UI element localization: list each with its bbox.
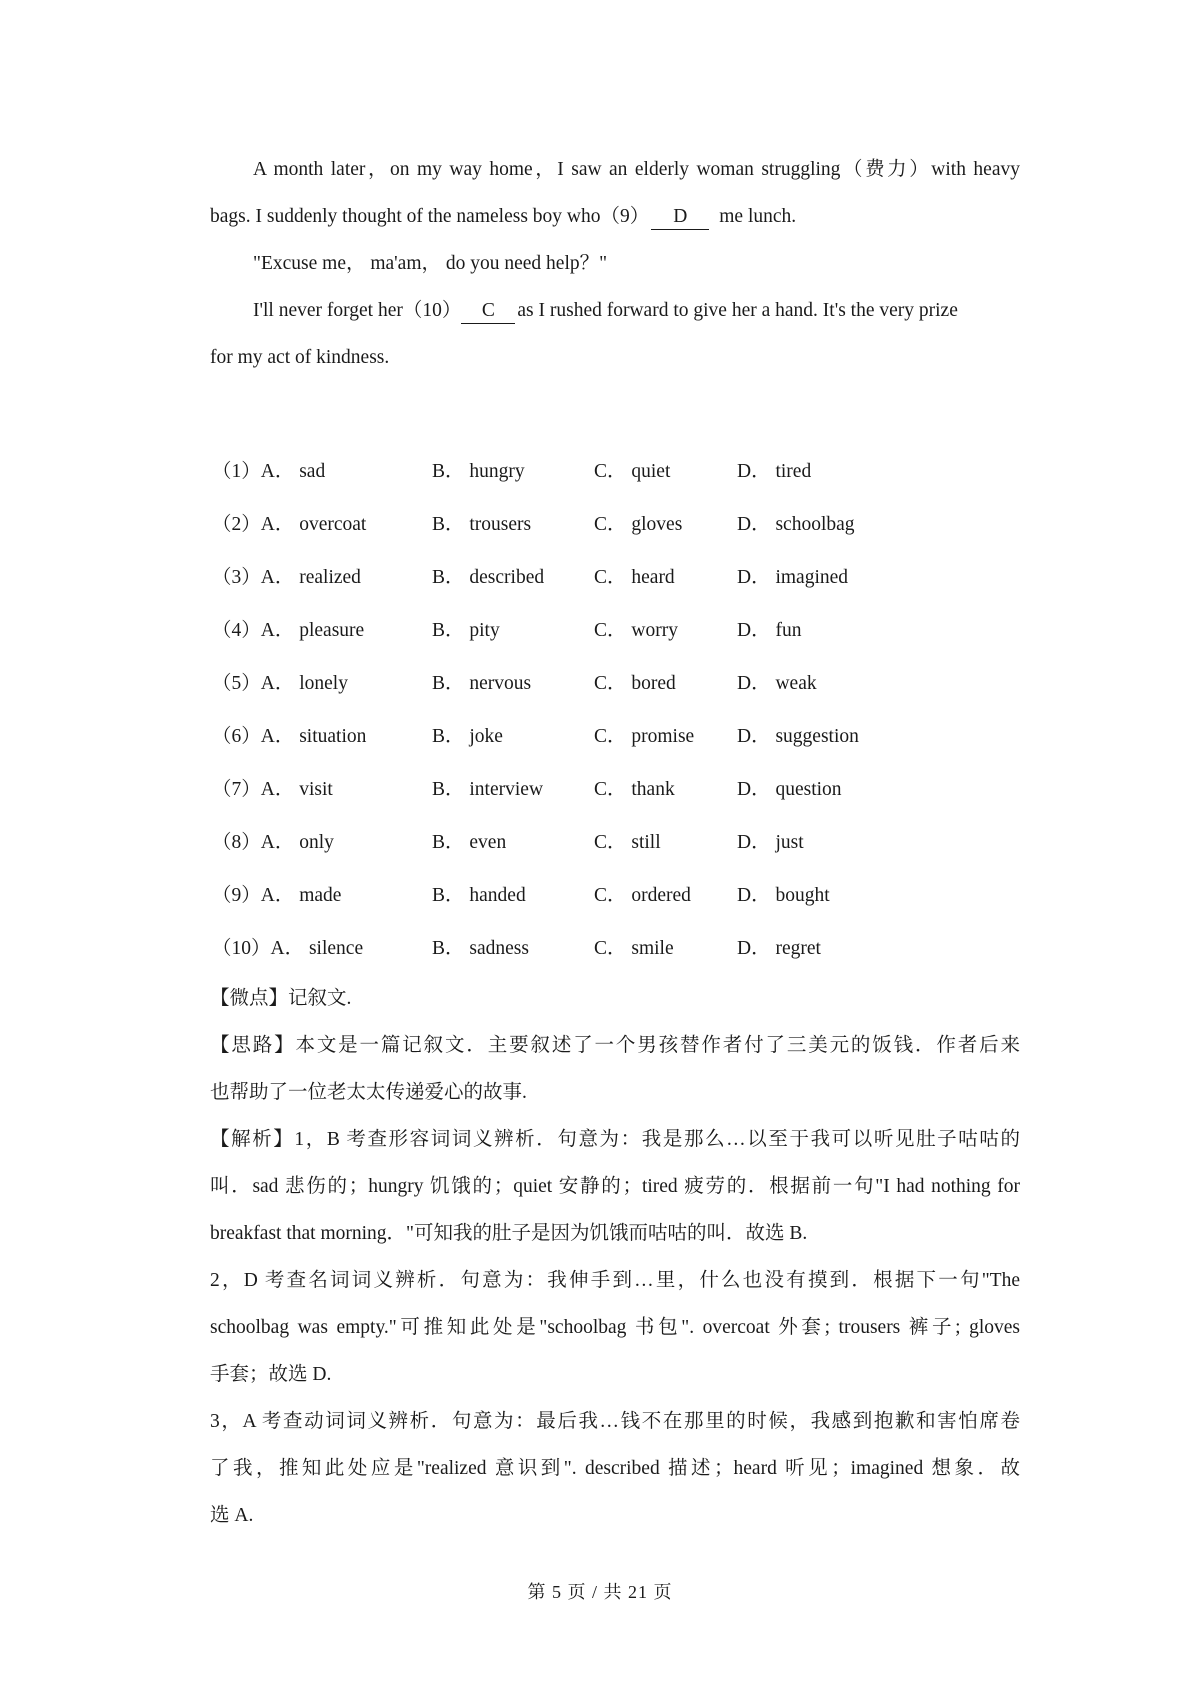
passage-line: "Excuse me， ma'am， do you need help？": [253, 253, 608, 274]
option-c: C． bored: [594, 673, 676, 694]
option-a: （3）A． realized: [212, 567, 361, 588]
passage-text: bags. I suddenly thought of the nameless boy who（9）: [210, 206, 650, 227]
option-c: C． quiet: [594, 461, 671, 482]
jiexi-line: breakfast that morning．"可知我的肚子是因为饥饿而咕咕的叫．故选 B.: [210, 1223, 808, 1244]
option-c: C． smile: [594, 938, 674, 959]
option-b: B． interview: [432, 779, 544, 800]
passage-line: for my act of kindness.: [210, 347, 390, 368]
option-b: B． joke: [432, 726, 503, 747]
option-b: B． pity: [432, 620, 500, 641]
passage-line: [253, 297, 1020, 325]
option-d: D． weak: [737, 673, 817, 694]
option-d: D． regret: [737, 938, 821, 959]
analysis-q3-line: 了我，推知此处应是"realized 意识到". described 描述；heard 听见；imagined 想象．故: [210, 1458, 1020, 1479]
passage-line: A month later，on my way home，I saw an elderly woman struggling（费力）with heavy: [253, 159, 1020, 180]
option-a: （2）A． overcoat: [212, 514, 367, 535]
option-d: D． imagined: [737, 567, 849, 588]
option-a: （9）A． made: [212, 885, 342, 906]
option-b: B． nervous: [432, 673, 532, 694]
option-b: B． sadness: [432, 938, 529, 959]
analysis-q2-line: schoolbag was empty."可推知此处是"schoolbag 书包". overcoat 外套; trousers 裤子; gloves: [210, 1317, 1020, 1338]
option-b: B． trousers: [432, 514, 532, 535]
option-b: B． hungry: [432, 461, 525, 482]
option-c: C． worry: [594, 620, 678, 641]
option-d: D． fun: [737, 620, 802, 641]
option-c: C． still: [594, 832, 661, 853]
option-d: D． bought: [737, 885, 830, 906]
silu-line: 也帮助了一位老太太传递爱心的故事.: [210, 1082, 527, 1103]
option-c: C． ordered: [594, 885, 691, 906]
passage-text: me lunch.: [719, 206, 797, 227]
option-b: B． handed: [432, 885, 526, 906]
option-d: D． tired: [737, 461, 812, 482]
option-b: B． even: [432, 832, 507, 853]
option-c: C． heard: [594, 567, 675, 588]
option-a: （10）A． silence: [212, 938, 364, 959]
silu-line: 【思路】本文是一篇记叙文．主要叙述了一个男孩替作者付了三美元的饭钱．作者后来: [210, 1035, 1020, 1056]
jiexi-line: 叫．sad 悲伤的；hungry 饥饿的；quiet 安静的；tired 疲劳的．根据前一句"I had nothing for: [210, 1176, 1020, 1197]
analysis-q3-line: 3，A 考查动词词义辨析．句意为：最后我…钱不在那里的时候，我感到抱歉和害怕席卷: [210, 1411, 1020, 1432]
option-c: C． promise: [594, 726, 695, 747]
option-a: （6）A． situation: [212, 726, 367, 747]
option-b: B． described: [432, 567, 545, 588]
analysis-q3-line: 选 A.: [210, 1505, 254, 1526]
option-a: （7）A． visit: [212, 779, 333, 800]
passage-line: [210, 203, 1020, 231]
option-d: D． schoolbag: [737, 514, 855, 535]
option-c: C． gloves: [594, 514, 683, 535]
option-a: （8）A． only: [212, 832, 334, 853]
option-a: （1）A． sad: [212, 461, 326, 482]
passage-text: I'll never forget her（10）: [253, 300, 462, 321]
passage-text: as I rushed forward to give her a hand. It's the very prize: [517, 300, 958, 321]
option-a: （5）A． lonely: [212, 673, 348, 694]
answer-blank-10: C: [461, 299, 515, 324]
option-c: C． thank: [594, 779, 675, 800]
option-a: （4）A． pleasure: [212, 620, 365, 641]
analysis-q2-line: 手套；故选 D.: [210, 1364, 332, 1385]
page-number-footer: 第 5 页 / 共 21 页: [527, 1582, 673, 1602]
jiexi-line: 【解析】1，B 考查形容词词义辨析．句意为：我是那么…以至于我可以听见肚子咕咕的: [210, 1129, 1020, 1150]
answer-blank-9: D: [651, 205, 709, 230]
option-d: D． just: [737, 832, 804, 853]
option-d: D． question: [737, 779, 842, 800]
analysis-q2-line: 2，D 考查名词词义辨析．句意为：我伸手到…里，什么也没有摸到．根据下一句"The: [210, 1270, 1020, 1291]
option-d: D． suggestion: [737, 726, 859, 747]
weidian-label: 【微点】记叙文.: [210, 988, 352, 1009]
